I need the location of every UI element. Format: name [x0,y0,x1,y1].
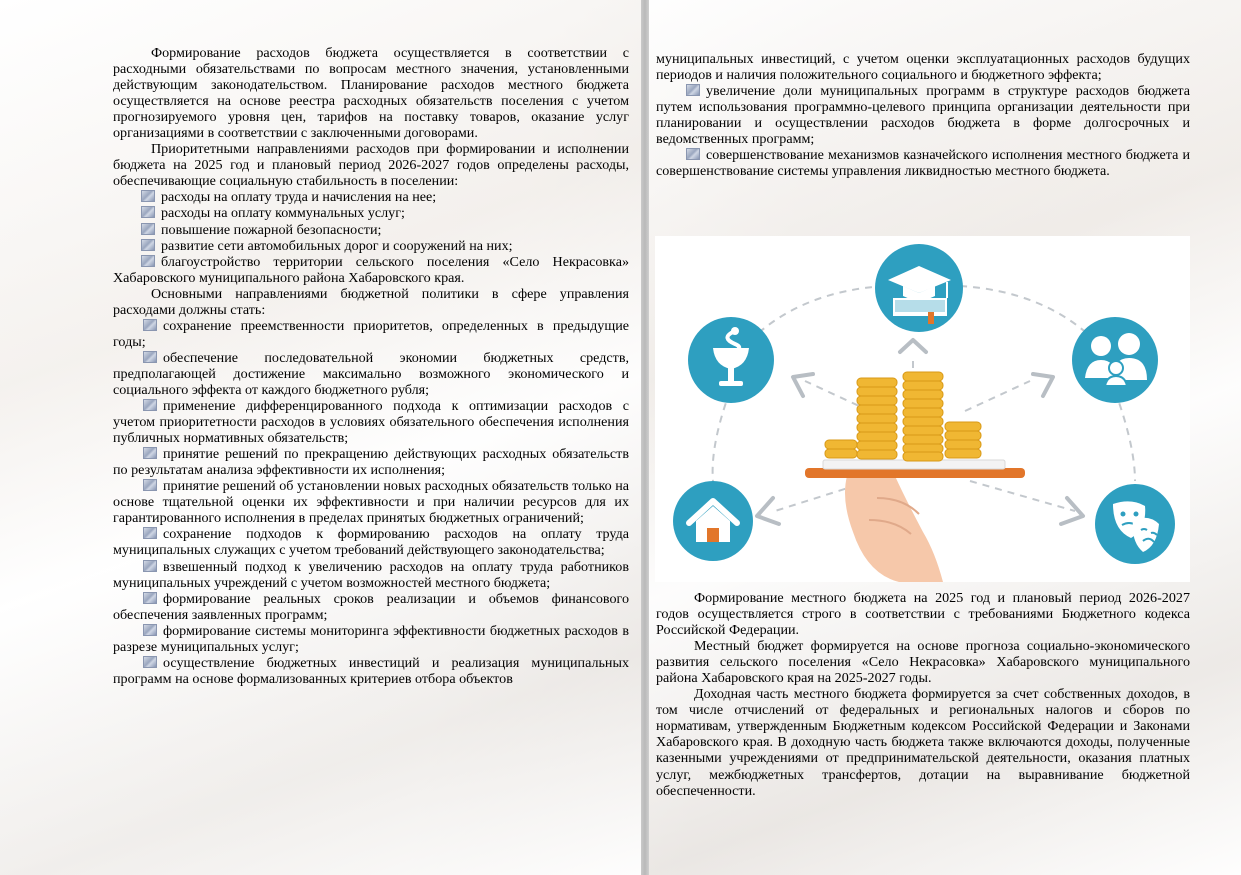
paragraph-expense-formation: Формирование расходов бюджета осуществляется в соответствии с расходными обязательствами по вопросам местного значения, установленными действующим законодательством. Планирование расходов местного бюджета осуществляется на основе реестра расходных обязательств поселения с учетом прогнозируемого уровня цен, тарифов на поставку товаров, оказание услуг организациями в соответствии с заключенными договорами. [113,45,629,142]
bullet-icon [143,447,157,459]
list-item: расходы на оплату коммунальных услуг; [113,205,629,221]
list-item: сохранение подходов к формированию расходов на оплату труда муниципальных служащих с учетом требований действующего законодательства; [113,526,629,559]
coin-stacks-on-tray-hand-icon [805,372,1025,582]
list-item: развитие сети автомобильных дорог и сооружений на них; [113,238,629,254]
bullet-icon [141,255,155,267]
paragraph-priority-directions: Приоритетными направлениями расходов при формировании и исполнении бюджета на 2025 год и плановый период 2026-2027 годов определены расходы, обеспечивающие социальную стабильность в поселении: [113,141,629,190]
list-item: совершенствование механизмов казначейского исполнения местного бюджета и совершенствование системы управления ликвидностью местного бюджета. [656,147,1190,180]
list-item: взвешенный подход к увеличению расходов на оплату труда работников муниципальных учреждений с учетом возможностей местного бюджета; [113,558,629,591]
bullet-icon [143,319,157,331]
paragraph-continuation: муниципальных инвестиций, с учетом оценки эксплуатационных расходов будущих периодов и наличия положительного социального и бюджетного эффекта; [656,51,1190,84]
list-item: формирование реальных сроков реализации и объемов финансового обеспечения заявленных программ; [113,590,629,623]
right-text-column-top [656,51,1190,179]
right-text-column-bottom [656,590,1190,799]
bullet-icon [141,223,155,235]
family-people-icon [1072,317,1158,403]
list-item: формирование системы мониторинга эффективности бюджетных расходов в разрезе муниципальных услуг; [113,622,629,655]
bullet-icon [143,560,157,572]
bullet-icon [143,351,157,363]
bullet-icon [141,190,155,202]
list-item: принятие решений об установлении новых расходных обязательств только на основе тщательной оценки их эффективности и при наличии ресурсов для их гарантированного исполнения в пределах принятых бюджетных ограничений; [113,478,629,527]
budget-illustration-svg [655,236,1190,582]
paragraph-budget-formation: Формирование местного бюджета на 2025 год и плановый период 2026-2027 годов осуществляется строго в соответствии с требованиями Бюджетного кодекса Российской Федерации. [656,590,1190,639]
list-item: обеспечение последовательной экономии бюджетных средств, предполагающей достижение максимально возможного экономического и социального эффекта от каждого бюджетного рубля; [113,349,629,398]
left-text-column [113,45,629,687]
paragraph-revenue-part: Доходная часть местного бюджета формируется за счет собственных доходов, в том числе отчислений от федеральных и региональных налогов и сборов по нормативам, утвержденным Бюджетным кодексом Российской Федерации и Законами Хабаровского края. В доходную часть бюджета также включаются доходы, полученные казенными учреждениями от предпринимательской деятельности, оказания платных услуг, межбюджетных трансфертов, дотации на выравнивание бюджетной обеспеченности. [656,686,1190,799]
budget-illustration [655,236,1190,582]
bullet-icon [686,148,700,160]
list-item: сохранение преемственности приоритетов, определенных в предыдущие годы; [113,317,629,350]
graduation-cap-book-icon [875,244,963,332]
bullet-icon [143,479,157,491]
list-item: повышение пожарной безопасности; [113,222,629,238]
arrow-up-left-icon [793,374,813,396]
arrow-up-icon [900,340,926,352]
paragraph-local-budget: Местный бюджет формируется на основе прогноза социально-экономического развития сельского поселения «Село Некрасовка» Хабаровского муниципального района Хабаровского края на 2025-2027 годы. [656,638,1190,687]
list-item: принятие решений по прекращению действующих расходных обязательств по результатам анализа эффективности их исполнения; [113,446,629,479]
list-item: применение дифференцированного подхода к оптимизации расходов с учетом приоритетности расходов в условиях обязательного обеспечения исполнения публичных нормативных обязательств; [113,398,629,447]
paragraph-policy-directions: Основными направлениями бюджетной политики в сфере управления расходами должны стать: [113,285,629,318]
bullet-icon [143,624,157,636]
list-item: увеличение доли муниципальных программ в структуре расходов бюджета путем использования программно-целевого принципа организации деятельности при планировании и осуществлении расходов бюджета в форме долгосрочных и ведомственных программ; [656,83,1190,148]
bullet-icon [141,239,155,251]
arrow-down-left-icon [757,498,779,524]
medicine-bowl-snake-icon [688,317,774,403]
bullet-icon [686,84,700,96]
page-spine [641,0,649,875]
list-item: осуществление бюджетных инвестиций и реализация муниципальных программ на основе формализованных критериев отбора объектов [113,654,629,687]
house-icon [673,481,753,561]
bullet-icon [143,399,157,411]
list-item: расходы на оплату труда и начисления на нее; [113,189,629,205]
bullet-icon [143,592,157,604]
bullet-icon [143,527,157,539]
bullet-icon [143,656,157,668]
list-item: благоустройство территории сельского поселения «Село Некрасовка» Хабаровского муниципального района Хабаровского края. [113,253,629,286]
bullet-icon [141,206,155,218]
theatre-masks-icon [1095,484,1175,564]
arrow-up-right-icon [1033,374,1053,396]
